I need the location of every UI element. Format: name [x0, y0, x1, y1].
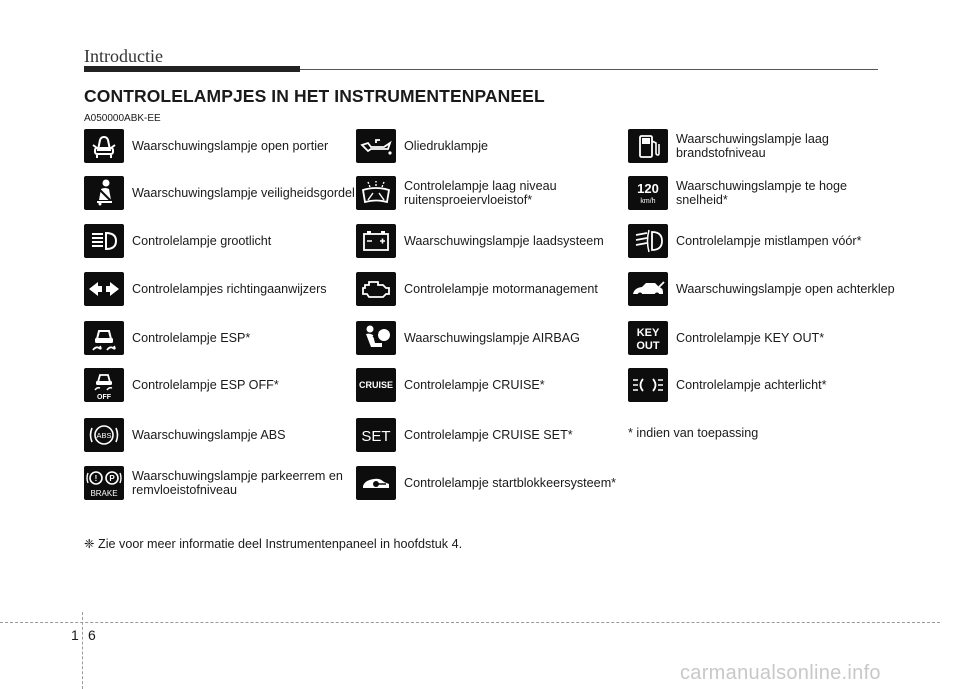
- engine-icon: [356, 272, 396, 306]
- chapter-number: 1: [71, 627, 79, 643]
- key-out-icon-line2: OUT: [636, 340, 660, 352]
- door-open-icon: [84, 129, 124, 163]
- page-heading: CONTROLELAMPJES IN HET INSTRUMENTENPANEEL: [84, 86, 545, 106]
- overspeed-icon-unit: km/h: [640, 198, 656, 205]
- key-out-icon-line1: KEY: [636, 327, 660, 339]
- header-rule-thick: [84, 66, 300, 72]
- airbag-icon: [356, 321, 396, 355]
- indicator-label: Controlelampje laag niveau ruitensproeiervloeistof*: [404, 179, 557, 207]
- indicator-label: Controlelampje ESP*: [132, 331, 251, 345]
- tailgate-icon: [628, 272, 668, 306]
- cruise-icon-text: CRUISE: [358, 380, 394, 390]
- watermark: carmanualsonline.info: [680, 662, 881, 684]
- cruise-set-icon-text: SET: [361, 428, 391, 445]
- overspeed-icon-value: 120: [637, 181, 659, 196]
- indicator-label: Controlelampje CRUISE SET*: [404, 428, 573, 442]
- footer-vertical-divider: [82, 612, 83, 689]
- esp-icon: [84, 321, 124, 355]
- section-title: Introductie: [84, 46, 163, 66]
- cruise-set-icon: [356, 418, 396, 452]
- footer-divider: [0, 622, 940, 623]
- svg-text:P: P: [109, 474, 115, 483]
- indicator-label: Controlelampjes richtingaanwijzers: [132, 282, 327, 296]
- indicator-label: Controlelampje CRUISE*: [404, 378, 545, 392]
- turn-signal-icon: [84, 272, 124, 306]
- battery-icon: [356, 224, 396, 258]
- svg-text:!: !: [94, 474, 98, 483]
- brake-icon: [84, 466, 124, 500]
- indicator-label: Waarschuwingslampje ABS: [132, 428, 286, 442]
- indicator-label: Waarschuwingslampje te hoge snelheid*: [676, 179, 848, 207]
- indicator-label: Waarschuwingslampje veiligheidsgordel: [132, 186, 355, 200]
- brake-icon-text: BRAKE: [90, 489, 118, 498]
- indicator-label: Waarschuwingslampje open achterklep: [676, 282, 895, 296]
- indicator-label: Waarschuwingslampje parkeerrem en remvloeistofniveau: [132, 469, 343, 497]
- overspeed-icon: [628, 176, 668, 210]
- indicator-label: Waarschuwingslampje laag brandstofniveau: [676, 132, 829, 160]
- applicability-note: * indien van toepassing: [628, 426, 759, 440]
- front-fog-icon: [628, 224, 668, 258]
- key-out-icon: [628, 321, 668, 355]
- cruise-icon: [356, 368, 396, 402]
- indicator-label: Controlelampje mistlampen vóór*: [676, 234, 862, 248]
- abs-icon-text: ABS: [96, 431, 112, 440]
- page-number: 6: [88, 627, 96, 643]
- washer-fluid-icon: [356, 176, 396, 210]
- esp-off-icon-text: OFF: [97, 394, 111, 401]
- indicator-label: Controlelampje KEY OUT*: [676, 331, 825, 345]
- seatbelt-icon: [84, 176, 124, 210]
- indicator-label: Oliedruklampje: [404, 139, 488, 153]
- indicator-label: Controlelampje ESP OFF*: [132, 378, 279, 392]
- indicator-label: Waarschuwingslampje laadsysteem: [404, 234, 604, 248]
- fuel-icon: [628, 129, 668, 163]
- immobilizer-icon: [356, 466, 396, 500]
- abs-icon: [84, 418, 124, 452]
- indicator-label: Waarschuwingslampje open portier: [132, 139, 329, 153]
- indicator-label: Controlelampje achterlicht*: [676, 378, 827, 392]
- esp-off-icon: [84, 368, 124, 402]
- indicator-label: Controlelampje grootlicht: [132, 234, 272, 248]
- indicator-label: Waarschuwingslampje AIRBAG: [404, 331, 580, 345]
- high-beam-icon: [84, 224, 124, 258]
- oil-pressure-icon: [356, 129, 396, 163]
- indicator-label: Controlelampje motormanagement: [404, 282, 598, 296]
- reference-footnote: ❈ Zie voor meer informatie deel Instrumentenpaneel in hoofdstuk 4.: [84, 537, 463, 551]
- document-code: A050000ABK-EE: [84, 113, 161, 124]
- tail-light-icon: [628, 368, 668, 402]
- indicator-label: Controlelampje startblokkeersysteem*: [404, 476, 617, 490]
- header-rule-thin: [300, 69, 878, 70]
